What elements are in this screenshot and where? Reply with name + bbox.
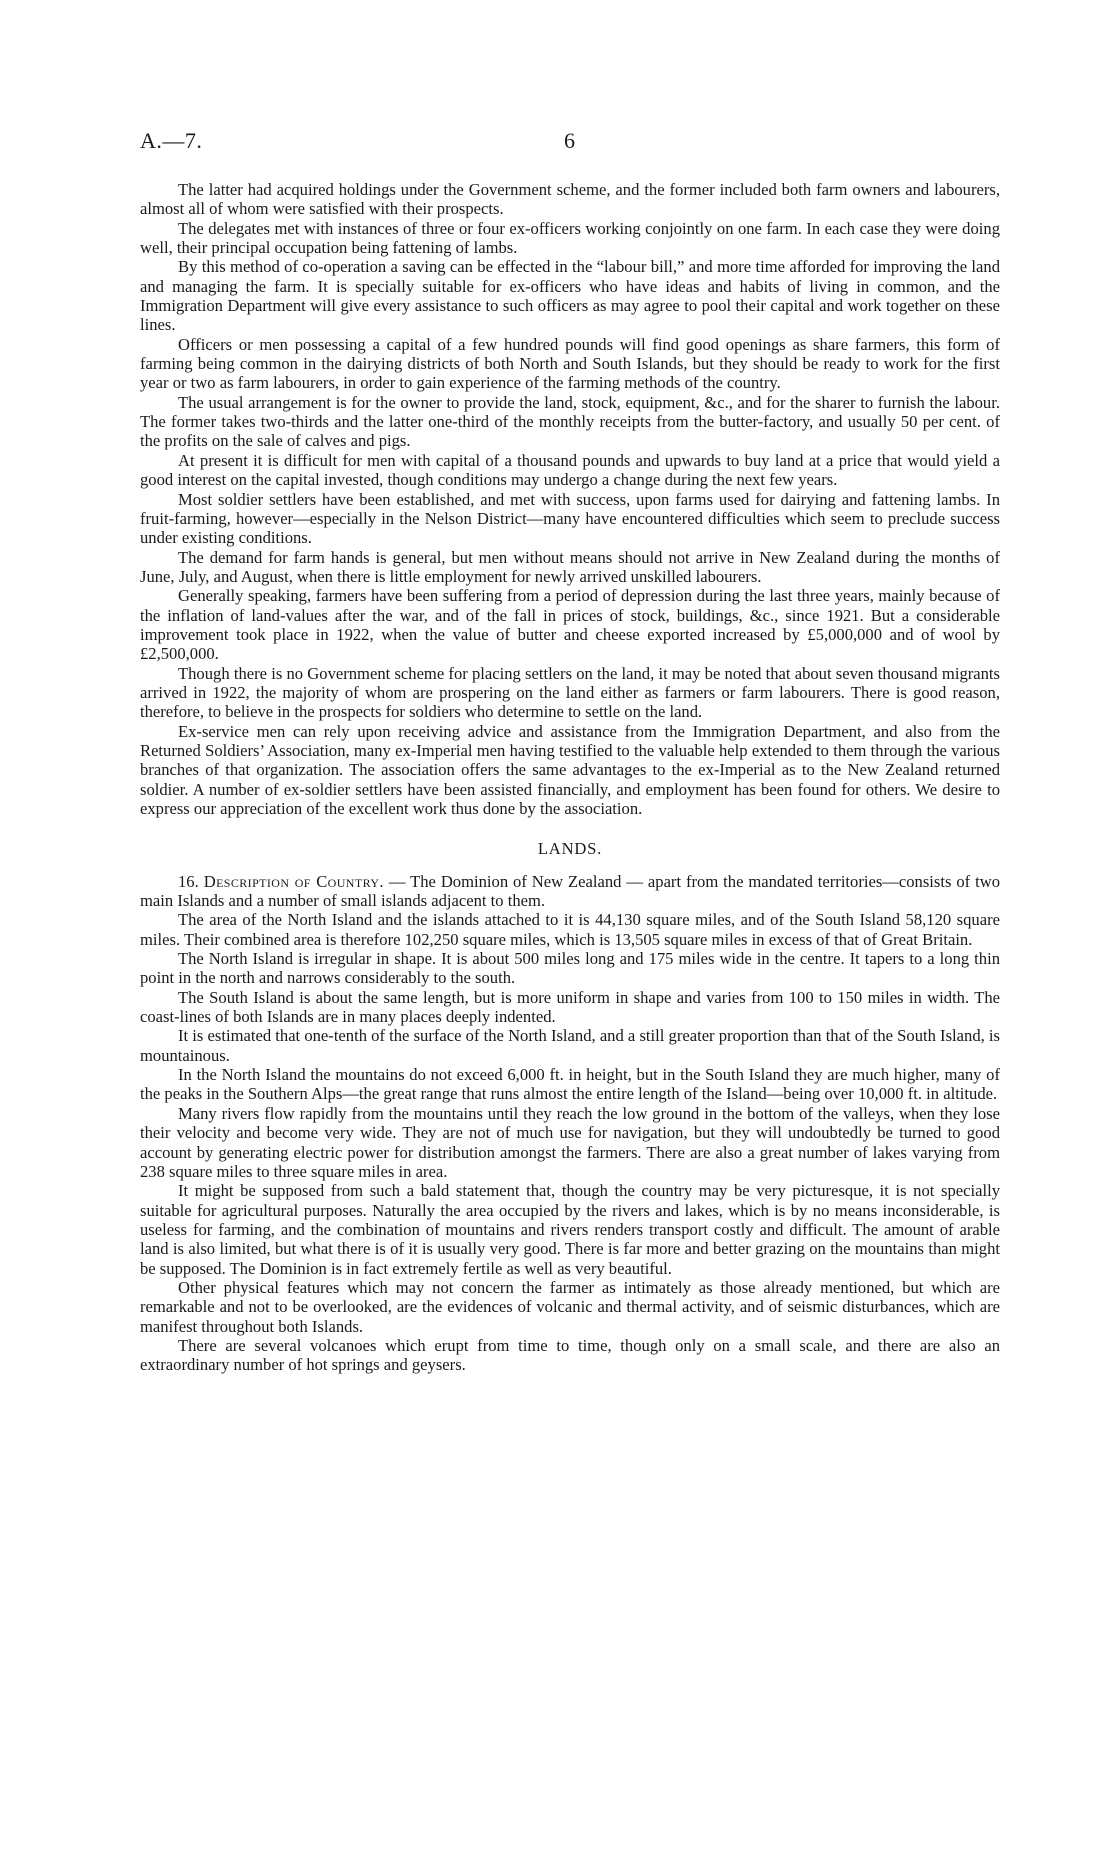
section-heading: LANDS. — [537, 839, 603, 859]
paragraph: Other physical features which may not concern the farmer as intimately as those already mentioned, but which are remarkable and not to be overlooked, are the evidences of volcanic and thermal activity, and of seismic disturbances, which are manifest throughout both Islands. — [140, 1277, 1000, 1336]
paragraph: The North Island is irregular in shape. It is about 500 miles long and 175 miles wide in the centre. It tapers to a long thin point in the north and narrows considerably to the south. — [140, 949, 1000, 988]
page-number: 6 — [564, 128, 575, 153]
section-number: 16. — [178, 871, 199, 891]
paragraph: By this method of co-operation a saving can be effected in the “labour bill,” and more time afforded for improving the land and managing the farm. It is specially suitable for ex-officers who have ideas and habits of living in common, and the Immigration Department will give every assistance to such officers as may agree to pool their capital and work together on these lines. — [140, 257, 1000, 335]
paragraph: The usual arrangement is for the owner to provide the land, stock, equipment, &c., and for the sharer to furnish the labour. The former takes two-thirds and the latter one-third of the monthly receipts from the butter-factory, and usually 50 per cent. of the profits on the sale of calves and pigs. — [140, 392, 1000, 451]
paragraph: In the North Island the mountains do not exceed 6,000 ft. in height, but in the South Island they are much higher, many of the peaks in the Southern Alps—the great range that runs almost the entire length of the Island—being over 10,000 ft. in altitude. — [140, 1065, 1000, 1104]
document-reference: A.—7. — [140, 128, 203, 153]
paragraph: At present it is difficult for men with capital of a thousand pounds and upwards to buy land at a price that would yield a good interest on the capital invested, though conditions may undergo a change during the next few years. — [140, 450, 1000, 490]
body-text — [140, 180, 1000, 1375]
paragraph: Ex-service men can rely upon receiving advice and assistance from the Immigration Department, and also from the Returned Soldiers’ Association, many ex-Imperial men having testified to the valuable help extended to them through the various branches of that organization. The association offers the same advantages to the ex-Imperial as to the New Zealand returned soldier. A number of ex-soldier settlers have been assisted financially, and employment has been found for others. We desire to express our appreciation of the excellent work thus done by the association. — [140, 721, 1000, 818]
paragraph: Generally speaking, farmers have been suffering from a period of depression during the last three years, mainly because of the inflation of land-values after the war, and of the fall in prices of stock, buildings, &c., since 1921. But a considerable improvement took place in 1922, when the value of butter and cheese exported increased by £5,000,000 and of wool by £2,500,000. — [140, 586, 1000, 664]
paragraph: It might be supposed from such a bald statement that, though the country may be very picturesque, it is not specially suitable for agricultural purposes. Naturally the area occupied by the rivers and lakes, which is by no means inconsiderable, is useless for farming, and the combination of mountains and rivers renders transport costly and difficult. The amount of arable land is also limited, but what there is of it is usually very good. There is far more and better grazing on the mountains than might be supposed. The Dominion is in fact extremely fertile as well as very beautiful. — [140, 1181, 1000, 1278]
paragraph: Many rivers flow rapidly from the mountains until they reach the low ground in the bottom of the valleys, when they lose their velocity and become very wide. They are not of much use for navigation, but they will undoubtedly be turned to good account by generating electric power for distribution amongst the farmers. There are also a great number of lakes varying from 238 square miles to three square miles in area. — [140, 1103, 1000, 1181]
paragraph: The demand for farm hands is general, but men without means should not arrive in New Zealand during the months of June, July, and August, when there is little employment for newly arrived unskilled labourers. — [140, 547, 1000, 586]
section-intro-paragraph — [140, 872, 1000, 911]
paragraph: The South Island is about the same length, but is more uniform in shape and varies from 100 to 150 miles in width. The coast-lines of both Islands are in many places deeply indented. — [140, 987, 1000, 1027]
section-intro-text: The Dominion of New Zealand — apart from the mandated territories—consists of two main Islands and a number of small islands adjacent to them. — [140, 871, 1000, 911]
paragraph: The delegates met with instances of three or four ex-officers working conjointly on one farm. In each case they were doing well, their principal occupation being fattening of lambs. — [140, 218, 1000, 258]
paragraph: The area of the North Island and the islands attached to it is 44,130 square miles, and of the South Island 58,120 square miles. Their combined area is therefore 102,250 square miles, which is 13,505 square miles in excess of that of Great Britain. — [140, 910, 1000, 949]
paragraph: Though there is no Government scheme for placing settlers on the land, it may be noted that about seven thousand migrants arrived in 1922, the majority of whom are prospering on the land either as farmers or farm labourers. There is good reason, therefore, to believe in the prospects for soldiers who determine to settle on the land. — [140, 663, 1000, 722]
page-header — [140, 128, 1000, 158]
paragraph: The latter had acquired holdings under the Government scheme, and the former included both farm owners and labourers, almost all of whom were satisfied with their prospects. — [140, 180, 1000, 219]
paragraph: Officers or men possessing a capital of a few hundred pounds will find good openings as share farmers, this form of farming being common in the dairying districts of both North and South Islands, but they should be ready to work for the first year or two as farm labourers, in order to gain experience of the farming methods of the country. — [140, 334, 1000, 393]
paragraph: There are several volcanoes which erupt from time to time, though only on a small scale, and there are also an extraordinary number of hot springs and geysers. — [140, 1335, 1000, 1375]
paragraph: It is estimated that one-tenth of the surface of the North Island, and a still greater proportion than that of the South Island, is mountainous. — [140, 1026, 1000, 1065]
paragraph: Most soldier settlers have been established, and met with success, upon farms used for dairying and fattening lambs. In fruit-farming, however—especially in the Nelson District—many have encountered difficulties which seem to preclude success under existing conditions. — [140, 489, 1000, 548]
section-title-dash: — — [383, 871, 411, 891]
section-title: Description of Country. — [203, 871, 384, 891]
